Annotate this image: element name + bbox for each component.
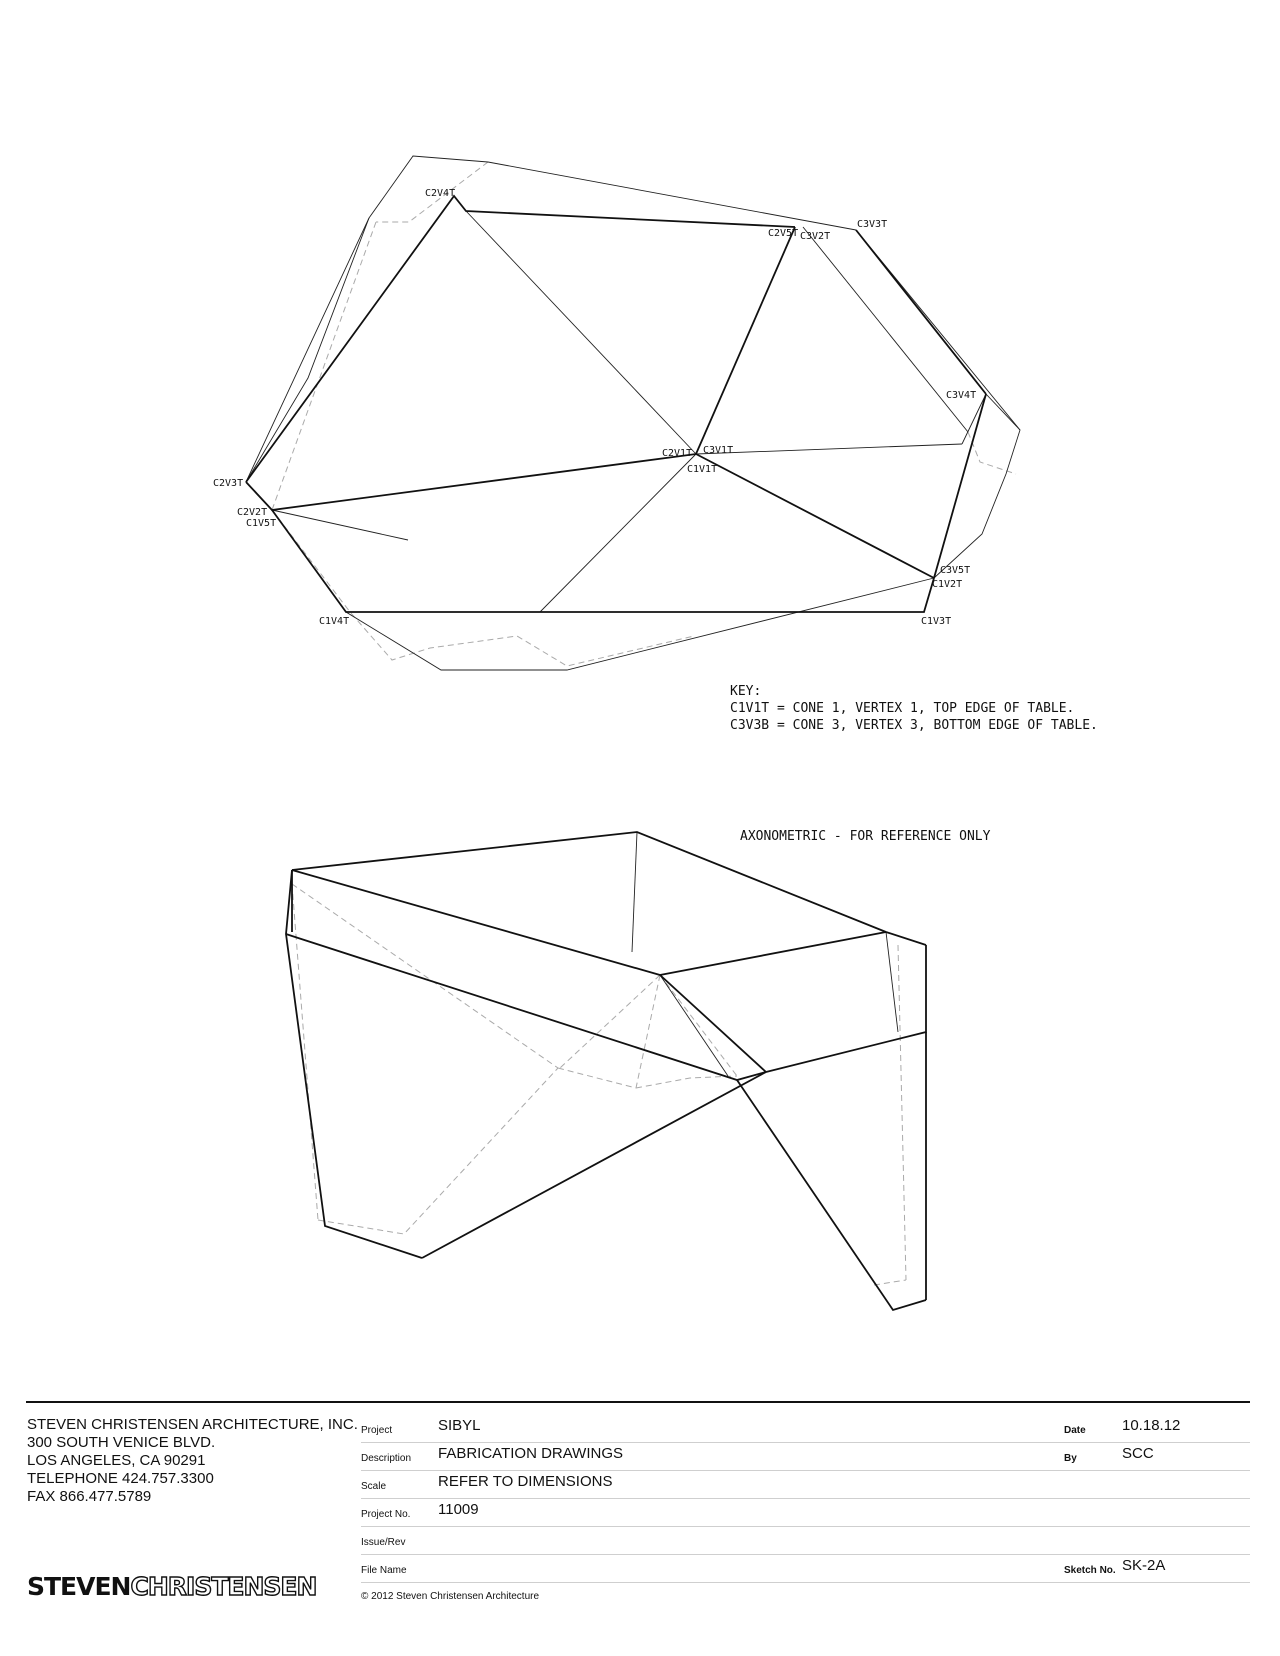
issue-label: Issue/Rev bbox=[361, 1537, 406, 1548]
logo-bold-text: STEVEN bbox=[27, 1572, 131, 1601]
description-value: FABRICATION DRAWINGS bbox=[438, 1445, 624, 1462]
vertex-label: C2V2T bbox=[237, 507, 268, 518]
vertex-label: C2V4T bbox=[425, 188, 456, 199]
firm-address: 300 SOUTH VENICE BLVD. bbox=[27, 1434, 216, 1451]
file-label: File Name bbox=[361, 1565, 407, 1576]
key-line: C1V1T = CONE 1, VERTEX 1, TOP EDGE OF TABLE. bbox=[730, 701, 1075, 716]
sketch-value: SK-2A bbox=[1122, 1557, 1166, 1574]
file-row bbox=[361, 1554, 1250, 1583]
description-row bbox=[361, 1442, 1250, 1471]
firm-name: STEVEN CHRISTENSEN ARCHITECTURE, INC. bbox=[27, 1416, 358, 1433]
by-value: SCC bbox=[1122, 1445, 1154, 1462]
copyright: © 2012 Steven Christensen Architecture bbox=[361, 1591, 540, 1602]
project-row bbox=[361, 1414, 1250, 1443]
scale-row bbox=[361, 1470, 1250, 1499]
date-value: 10.18.12 bbox=[1122, 1417, 1181, 1434]
key-line: C3V3B = CONE 3, VERTEX 3, BOTTOM EDGE OF TABLE. bbox=[730, 718, 1098, 733]
vertex-label: C1V3T bbox=[921, 616, 952, 627]
project-label: Project bbox=[361, 1425, 393, 1436]
firm-city: LOS ANGELES, CA 90291 bbox=[27, 1452, 206, 1469]
plan-view bbox=[213, 156, 1098, 733]
project-no-label: Project No. bbox=[361, 1509, 411, 1520]
sketch-label: Sketch No. bbox=[1064, 1565, 1116, 1576]
vertex-label: C2V3T bbox=[213, 478, 244, 489]
vertex-label: C2V5T bbox=[768, 228, 799, 239]
firm-fax: FAX 866.477.5789 bbox=[27, 1488, 152, 1505]
axonometric-caption: AXONOMETRIC - FOR REFERENCE ONLY bbox=[740, 829, 991, 844]
issue-row bbox=[361, 1526, 1250, 1555]
description-label: Description bbox=[361, 1453, 412, 1464]
vertex-label: C3V3T bbox=[857, 219, 888, 230]
date-label: Date bbox=[1064, 1425, 1086, 1436]
project-no-row bbox=[361, 1498, 1250, 1527]
axonometric-view bbox=[286, 829, 991, 1310]
vertex-label: C3V1T bbox=[703, 445, 734, 456]
firm-telephone: TELEPHONE 424.757.3300 bbox=[27, 1470, 214, 1487]
vertex-label: C1V2T bbox=[932, 579, 963, 590]
scale-value: REFER TO DIMENSIONS bbox=[438, 1473, 613, 1490]
project-no-value: 11009 bbox=[438, 1501, 479, 1518]
by-label: By bbox=[1064, 1453, 1077, 1464]
vertex-label: C3V4T bbox=[946, 390, 977, 401]
firm-logo bbox=[27, 1572, 316, 1601]
vertex-label: C1V4T bbox=[319, 616, 350, 627]
logo-outline-text: CHRISTENSEN bbox=[130, 1572, 317, 1601]
vertex-label: C3V5T bbox=[940, 565, 971, 576]
vertex-label: C2V1T bbox=[662, 448, 693, 459]
firm-info bbox=[27, 1416, 358, 1506]
vertex-label: C3V2T bbox=[800, 231, 831, 242]
title-block-rule bbox=[26, 1401, 1250, 1403]
key-title: KEY: bbox=[730, 684, 762, 699]
vertex-label: C1V5T bbox=[246, 518, 277, 529]
vertex-label: C1V1T bbox=[687, 464, 718, 475]
project-value: SIBYL bbox=[438, 1417, 481, 1434]
scale-label: Scale bbox=[361, 1481, 387, 1492]
